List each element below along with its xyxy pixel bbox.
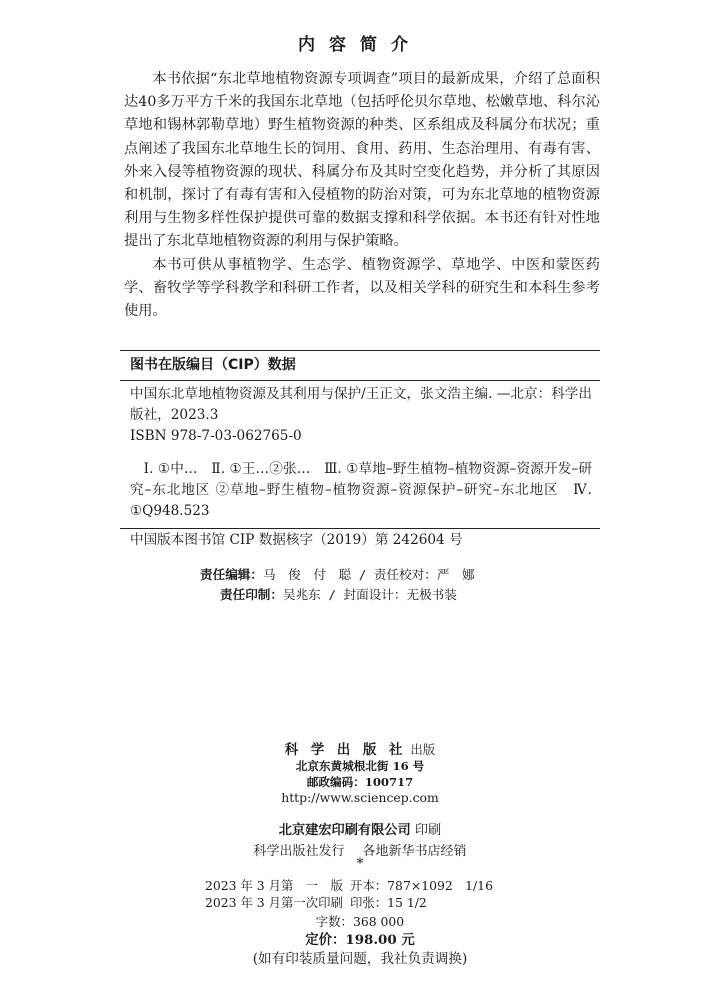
summary-paragraph: 本书可供从事植物学、生态学、植物资源学、草地学、中医和蒙医药学、畜牧学等学科教学和科研工作者，以及相关学科的研究生和本科生参考使用。 [124, 256, 600, 320]
proof-name: 严 娜 [436, 567, 475, 582]
cip-verification: 中国版本图书馆 CIP 数据核字（2019）第 242604 号 [130, 532, 463, 548]
publisher-line [200, 742, 520, 758]
distribution-seller: 各地新华书店经销 [362, 844, 467, 859]
price-line [200, 929, 520, 948]
print-sheets: 印张：15 1/2 [350, 895, 427, 910]
cip-block [120, 350, 600, 529]
proof-label: / 责任校对： [358, 567, 437, 582]
design-label: / 封面设计： [328, 587, 407, 602]
cip-isbn: ISBN 978-7-03-062765-0 [130, 428, 302, 444]
printing-line [205, 894, 427, 911]
printer-suffix: 印刷 [414, 823, 442, 838]
cip-body [120, 381, 600, 528]
price-value: 198.00 [345, 932, 397, 948]
price-unit: 元 [401, 932, 415, 948]
book-summary [124, 68, 600, 323]
summary-paragraph: 本书依据“东北草地植物资源专项调查”项目的最新成果，介绍了总面积达40多万平方千米的我国东北草地（包括呼伦贝尔草地、松嫩草地、科尔沁草地和锡林郭勒草地）野生植物资源的种类、区系组成及科属分布状况；重点阐述了我国东北草地生长的饲用、食用、药用、生态治理用、有毒有害、外来入侵等植物资源的现状、科属分布及其时空变化趋势，并分析了其原因和机制，探讨了有毒有害和入侵植物的防治对策，可为东北草地的植物资源利用与生物多样性保护提供可靠的数据支撑和科学依据。本书还有针对性地提出了东北草地植物资源的利用与保护策略。 [124, 71, 600, 250]
price-label: 定价： [305, 932, 346, 948]
print-label: 责任印制： [220, 587, 283, 602]
book-format: 开本：787×1092 1/16 [350, 878, 493, 893]
staff-line-editors [200, 564, 530, 583]
edition-date: 2023 年 3 月第 一 版 [205, 878, 343, 893]
publisher-url: http://www.sciencep.com [281, 790, 439, 805]
publisher-name: 科 学 出 版 社 [284, 742, 407, 758]
cip-entry: 中国东北草地植物资源及其利用与保护/王正文，张文浩主编. —北京：科学出版社，2023.3 [130, 386, 592, 423]
design-name: 无极书装 [406, 587, 457, 602]
editor-label: 责任编辑： [200, 567, 263, 582]
distribution-issuer: 科学出版社发行 [253, 844, 345, 859]
cip-classification: Ⅰ. ①中… Ⅱ. ①王…②张… Ⅲ. ①草地–野生植物–植物资源–资源开发–研究–东北地区 ②草地–野生植物–植物资源–资源保护–研究–东北地区 Ⅳ. ①Q948.523 [130, 461, 592, 519]
word-count: 字数：368 000 [315, 914, 405, 929]
publisher-address: 北京东黄城根北街 16 号 [295, 759, 425, 773]
page-title: 内容简介 [298, 35, 422, 55]
printer-line [200, 819, 520, 838]
cip-header: 图书在版编目（CIP）数据 [120, 355, 600, 381]
staff-line-production [220, 584, 520, 603]
printing-date: 2023 年 3 月第一次印刷 [205, 895, 343, 910]
publisher-suffix: 出版 [410, 742, 436, 757]
separator-star: * [356, 856, 364, 872]
quality-notice: (如有印装质量问题，我社负责调换) [252, 951, 468, 967]
printer-name: 北京建宏印刷有限公司 [278, 823, 411, 838]
print-name: 吴兆东 [282, 587, 321, 602]
imprint-block [200, 742, 520, 806]
editor-names: 马 俊 付 聪 [262, 567, 352, 582]
cip-spacer [130, 447, 592, 459]
publisher-postcode: 邮政编码：100717 [306, 775, 414, 789]
edition-line [205, 877, 493, 894]
